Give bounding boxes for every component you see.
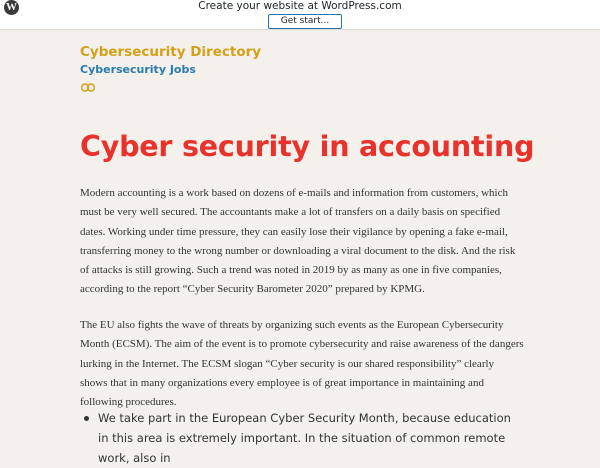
list-item (80, 408, 520, 468)
link-icon[interactable] (81, 83, 95, 92)
wordpress-banner-text[interactable]: Create your website at WordPress.com (198, 0, 402, 12)
get-started-button[interactable]: Get start... (268, 14, 342, 29)
post-title: Cyber security in accounting (80, 130, 535, 163)
post-bullet-list (80, 408, 520, 468)
post-paragraph: Modern accounting is a work based on dozens of e-mails and information from customers, which must be very well secured. The accountants make a lot of transfers on a daily basis on specified dates. Working under time pressure, they can easily lose their vigilance by opening a fake e-mail, transferring money to the wrong number or downloading a viral document to the disk. And the risk of attacks is still growing. Such a trend was noted in 2019 by as many as one in five companies, according to the report “Cyber Security Barometer 2020” prepared by KPMG. (80, 187, 516, 296)
post-paragraph: The EU also fights the wave of threats by organizing such events as the European Cybersecurity Month (ECSM). The aim of the event is to promote cybersecurity and raise awareness of the dangers lurking in the Internet. The ECSM slogan “Cyber security is our shared responsibility” clearly shows that in many organizations every employee is of great importance in maintaining and following procedures. (80, 319, 524, 409)
wordpress-banner (0, 0, 600, 30)
site-description-link[interactable]: Cybersecurity Jobs (80, 63, 196, 76)
list-item-text: We take part in the European Cyber Security Month, because education in this area is extremely important. In the situation of common remote work, also in (98, 411, 511, 465)
bullet-icon (84, 416, 89, 421)
wordpress-logo-icon[interactable]: W (6, 1, 17, 13)
site-title-link[interactable]: Cybersecurity Directory (80, 44, 262, 60)
